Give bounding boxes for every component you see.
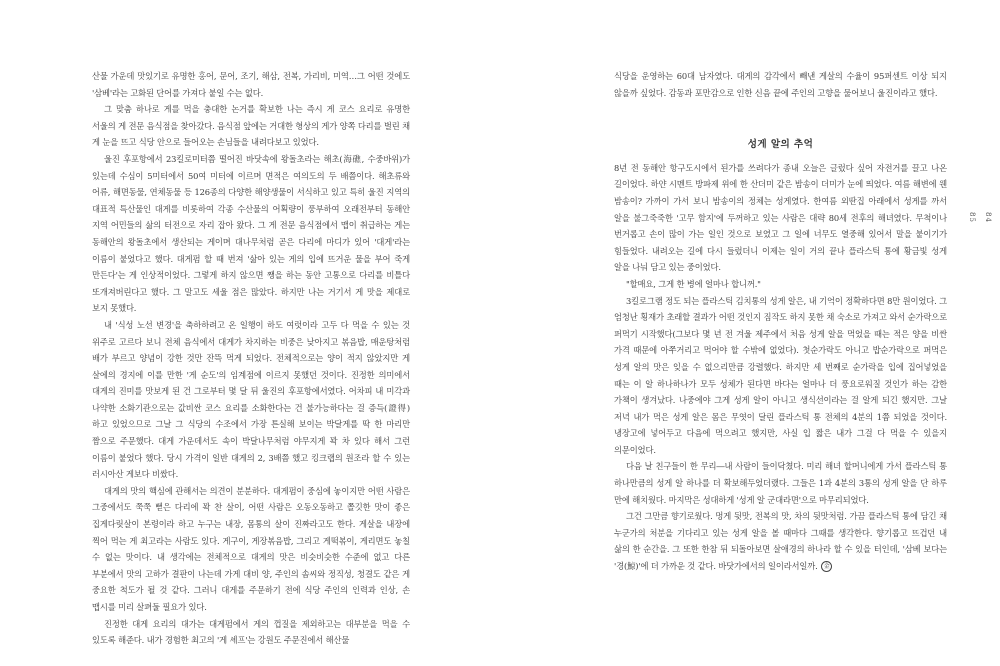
paragraph: 그 맞춤 하나로 게를 먹을 충대한 논거를 확보한 나는 즉시 게 코스 요리로 유명한 서울의 게 전문 음식점을 찾아갔다. 음식점 앞에는 거대한 형상의 게가 양쪽 다리를 벌린 채 게 눈을 뜨고 식당 안으로 들어오는 손님들을 내려다보고 있었다. [92,104,410,148]
paragraph: 8년 전 동해안 항구도시에서 된가를 쓰려다가 종내 오늘은 글렀다 싶어 자전거를 끌고 나온 길이었다. 하얀 시멘트 방파제 위에 한 산더미 같은 밤송이 더미가 눈에 띄었다. 여름 해변에 웬 밤송이? 가까이 가서 보니 밤송이의 정체는 성게였다. 한여름 외딴집 아래에서 성게를 까서 알을 불그죽죽한 '고무 함지'에 두꺼하고 있는 사람은 대략 80세 전후의 해녀였다. 무척이나 번거롭고 손이 많이 가는 일인 것으로 보였고 그 일에 너무도 열중해 있어서 말을 붙이기가 힘들었다. 내려오는 길에 다시 들렀더니 이제는 일이 거의 끝나 플라스틱 통에 황금빛 성게 알을 나눠 담고 있는 중이었다. [614,162,947,273]
page-number-left: 84 [984,212,992,223]
right-page-body [614,68,947,575]
paragraph: 3킬로그램 정도 되는 플라스틱 김치통의 성게 알은, 내 기억이 정확하다면 8만 원이었다. 그 엄청난 횡재가 초래할 결과가 어떤 것인지 짐작도 하지 못한 채 숙소로 가져고 와서 순가락으로 퍼먹기 시작했다(그보다 몇 년 전 겨울 제주에서 처음 성게 알을 먹었을 때는 적은 양을 비싼 가격 때문에 아쭈거리고 먹어야 할 수밖에 없었다). 첫순가락도 아니고 밥순가락으로 퍼먹은 성게 알의 맛은 잊을 수 없으리만큼 강렬했다. 하지만 세 번째로 순가락을 입에 집어넣었을 때는 이 알 하나하나가 모두 성체가 된다면 바다는 얼마나 더 풍요로워질 것인가 하는 감한 가책이 생겨났다. 나중에야 그게 성게 알이 아니고 생식선이라는 걸 알게 되긴 했지만. 그날 저녁 내가 먹은 성게 알은 몸은 무엿이 달린 플라스틱 통 전체의 4분의 1쯤 되었을 것이다. 냉장고에 넣어두고 다음에 먹으려고 했지만, 사실 입 짧은 내가 그걸 다 먹을 수 있을지 의문이었다. [614,295,947,455]
page-number-right: 85 [968,212,976,223]
paragraph: 대게의 맛의 핵심에 관해서는 의견이 분분하다. 대게펌이 중심에 놓이지만 어떤 사람은 그중에서도 쭉쭉 뻗은 다리에 꽉 찬 살이, 어떤 사람은 오동오동하고 쫄깃한 맛이 좋은 집게다릿살이 본령이라 하고 누구는 내장, 몸통의 살이 진짜라고도 한다. 게살을 내장에 찍어 먹는 게 최고라는 사람도 있다. 게구이, 게장볶음밥, 그리고 게떡볶이, 게리면도 놓칠 수 없는 맛이다. 내 생각에는 전체적으로 대게의 맛은 비슷비슷한 수준에 없고 다른 부분에서 맛의 고하가 결판이 나는데 가게 대비 양, 주인의 솜씨와 정직성, 청결도 같은 게 중요한 척도가 될 것 같다. 그러니 대게를 주문하기 전에 식당 주인의 인력과 인상, 손 맵시를 미리 살펴둘 필요가 있다. [92,485,410,612]
paragraph: 내 '식성 노선 변경'을 축하하려고 온 일행이 하도 여럿이라 고두 다 먹을 수 있는 것 위주로 고르다 보니 전체 음식에서 대게가 차지하는 비중은 낮아지고 볶음밥, 매운탕처럼 배가 부르고 양념이 강한 것만 잔뜩 먹게 되었다. 전체적으로는 양이 적지 않았지만 게 살에의 경지에 이를 만한 '게 순도'의 임계점에 이르지 못했던 것이다. 진정한 의미에서 대게의 진미를 맛보게 된 건 그로부터 몇 달 뒤 울진의 후포항에서였다. 어차피 내 미각과 나약한 소화기관으로는 값비싼 코스 요리를 소화한다는 건 불가능하다는 걸 증득(證得)하고 있었으므로 그날 그 식당의 수조에서 가장 튼실해 보이는 박달게를 딱 한 마리만 짬으로 주문했다. 대게 가운데서도 속이 박달나무처럼 야무지게 꽉 차 있다 해서 그런 이름이 붙었다 했다. 당시 가격이 일반 대게의 2, 3배쯤 했고 킹크랩의 원조라 할 수 있는 러시아산 게보다 비쌌다. [92,319,410,480]
dialogue-line: "할매요, 그게 한 병에 얼마나 합니꺼." [626,278,761,289]
paragraph-text: 그건 그만큼 향기로웠다. 멍게 뒷맛, 전복의 맛, 차의 뒷맛처럼. 가끔 플라스틱 통에 담긴 채 누군가의 처분을 기다리고 있는 성게 알을 볼 때마다 그때를 생각한다. 향기롭고 뜨겁던 내 삶의 한 순간을. 그 또한 한참 뒤 되돌아보면 살애경의 하나라 할 수 있을 터인데, '삼베 보다는 '경(鯨)'에 더 가까운 것 같다. 바닷가에서의 일이라서일까. [614,511,947,572]
paragraph: 산물 가운데 맛있기로 유명한 홍어, 문어, 조기, 해삼, 전복, 가리비, 미역…그 어떤 것에도 '삼베'라는 고화된 단어를 가져다 붙일 수는 없다. [92,71,410,98]
section-heading: 성게 알의 추억 [747,139,814,151]
left-page-body [92,68,410,649]
paragraph: 다음 날 친구들이 한 무리―내 사람이 들이닥쳤다. 미리 해녀 할머니에게 가서 플라스틱 통 하나만큼의 성게 알 하나를 더 확보해두었더랬다. 그들은 1과 4분의 3통의 성게 알을 단 하루 만에 해치웠다. 마지막은 성대하게 '성게 알 군대라면'으로 마무리되었다. [614,461,947,505]
paragraph: 식당을 운영하는 60대 남자였다. 대게의 감각에서 빼낸 게살의 수율이 95퍼센트 이상 되지 않을까 싶었다. 감동과 포만감으로 인한 신음 끝에 주인의 고향을 물어보니 울진이라고 했다. [614,71,947,98]
paragraph: 울진 후포항에서 23킬로미터쯤 떨어진 바닷속에 왕돌초라는 해초(海礁, 수중바위)가 있는데 수심이 5미터에서 50여 미터에 이르며 면적은 여의도의 두 배쯤이다. 해초류와 어류, 해면동물, 연체동물 등 126종의 다양한 해양생물이 서식하고 있고 특히 울진 지역의 대표적 특산물인 대게를 비롯하여 각종 수산물의 어획량이 풍부하여 오래전부터 동해안 지역 어민들의 삶의 터전으로 자리 잡아 왔다. 그 게 전문 음식점에서 맵이 취급하는 게는 동해안의 왕돌초에서 생산되는 게이며 대나무처럼 곧은 다리에 마디가 있어 '대게'라는 이름이 붙었다고 했다. 대게펌 할 때 번져 '삶아 있는 게의 입에 뜨거운 물을 부어 죽게 만든다'는 게 인상적이었다. 그렇게 하지 않으면 쨍을 하는 동안 고통으로 다리를 비틀다 또개져버린다고 했다. 그 말고도 세울 점은 많았다. 하지만 나는 거기서 게 맛을 제대로 보지 못했다. [92,153,410,314]
page-numbers [964,212,996,239]
paragraph [614,508,947,574]
end-mark-icon: 金 [821,561,832,572]
paragraph: 진정한 대게 요리의 대가는 대게펌에서 게의 껍질을 제외하고는 대부분을 먹을 수 있도록 해준다. 내가 경험한 최고의 '게 셰프'는 강원도 주문진에서 해산물 [92,618,410,646]
